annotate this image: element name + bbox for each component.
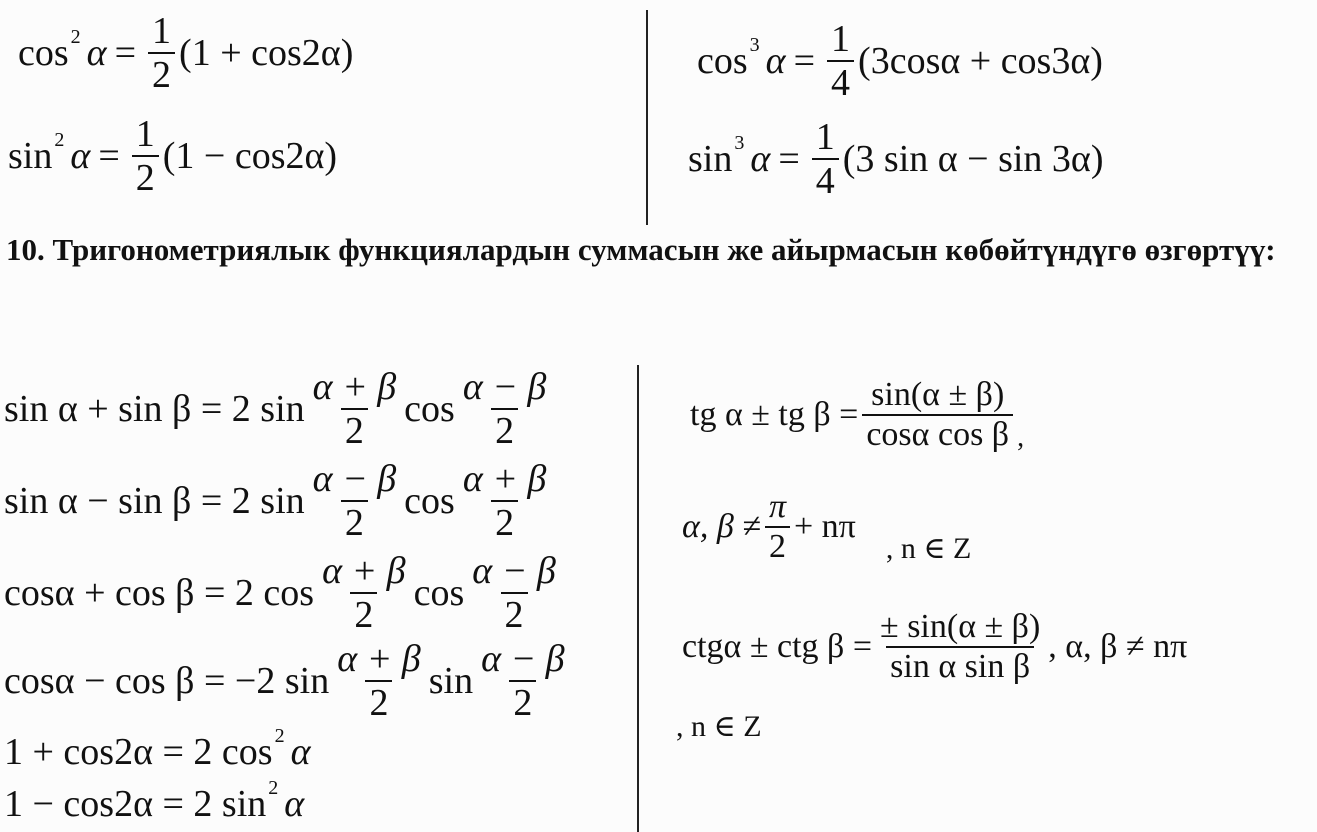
formula-tg-condition: α, β ≠ $\frac{\pi}{2}$ + nπ , n ∈ Z xyxy=(682,488,972,565)
formula-cos-sum: cosα + cos β = 2 cos $\frac{\alpha + \beta}{2}$ cos $\frac{\alpha - \beta}{2}$ xyxy=(4,550,556,636)
formula-sin-cubed: sin 3 α = $\frac{1}{4}$ (3 sin α − sin 3α) xyxy=(688,116,1104,202)
formula-cos-cubed: cos 3 α = $\frac{1}{4}$ (3cosα + cos3α) xyxy=(697,18,1103,104)
formula-sin-diff: sin α − sin β = 2 sin $\frac{\alpha - \beta}{2}$ cos $\frac{\alpha + \beta}{2}$ xyxy=(4,458,547,544)
formula-tg-sum: tg α ± tg β = $\frac{\sin(\alpha \pm \beta)}{\text{cosα cos β}}$ , xyxy=(690,376,1025,453)
top-divider xyxy=(646,10,648,225)
formula-one-plus-cos2: 1 + cos2α = 2 cos 2 α xyxy=(4,725,311,773)
bottom-divider xyxy=(637,365,639,832)
formula-ctg-sum: ctgα ± ctg β = $\frac{\pm \sin(\alpha \pm \beta)}{\text{sin α sin β}}$ , α, β ≠ nπ xyxy=(682,608,1188,685)
formula-cos-diff: cosα − cos β = −2 sin $\frac{\alpha + \beta}{2}$ sin $\frac{\alpha - \beta}{2}$ xyxy=(4,638,565,724)
formula-sin-squared: sin 2 α = $\frac{1}{2}$ (1 − cos2α) xyxy=(8,113,338,199)
formula-sin-sum: sin α + sin β = 2 sin $\frac{\alpha + \beta}{2}$ cos $\frac{\alpha - \beta}{2}$ xyxy=(4,366,547,452)
formula-cos-squared: cos 2 α = $\frac{1}{2}$ (1 + cos2α) xyxy=(18,10,354,96)
formula-ctg-set: , n ∈ Z xyxy=(676,710,762,743)
section-heading: 10. Тригонометриялык функциялардын суммасын же айырмасын көбөйтүндүгө өзгөртүү: xyxy=(6,232,1276,267)
formula-one-minus-cos2: 1 − cos2α = 2 sin 2 α xyxy=(4,777,305,825)
